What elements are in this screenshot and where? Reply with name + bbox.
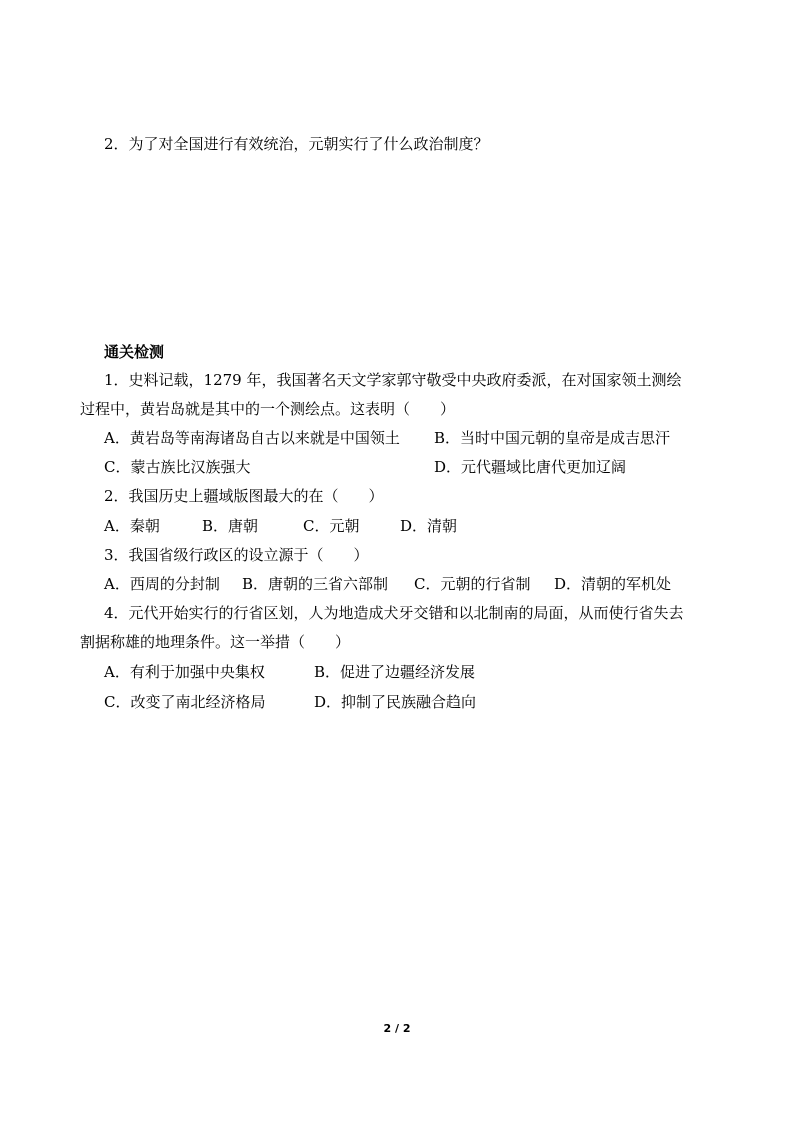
q2-option-d: D．清朝 <box>400 517 458 535</box>
q2-stem: 2．我国历史上疆域版图最大的在（ ） <box>104 487 384 505</box>
q3-option-a: A．西周的分封制 <box>104 575 220 593</box>
q2-option-a: A．秦朝 <box>104 517 160 535</box>
q4-stem-line2: 割据称雄的地理条件。这一举措（ ） <box>80 633 351 651</box>
q1-option-c: C．蒙古族比汉族强大 <box>104 458 251 476</box>
q4-option-a: A．有利于加强中央集权 <box>104 663 265 681</box>
q1-option-d: D．元代疆域比唐代更加辽阔 <box>434 458 627 476</box>
q1-stem-line2: 过程中，黄岩岛就是其中的一个测绘点。这表明（ ） <box>80 400 456 418</box>
q4-option-d: D．抑制了民族融合趋向 <box>314 693 477 711</box>
q2-option-c: C．元朝 <box>303 517 360 535</box>
q4-stem-line1: 4．元代开始实行的行省区划，人为地造成犬牙交错和以北制南的局面，从而使行省失去 <box>104 604 684 622</box>
q1-option-b: B．当时中国元朝的皇帝是成吉思汗 <box>434 429 671 447</box>
q4-option-b: B．促进了边疆经济发展 <box>314 663 476 681</box>
q3-stem: 3．我国省级行政区的设立源于（ ） <box>104 546 369 564</box>
q3-option-b: B．唐朝的三省六部制 <box>242 575 389 593</box>
page-number: 2 / 2 <box>383 1022 411 1035</box>
question-2-essay: 2．为了对全国进行有效统治，元朝实行了什么政治制度？ <box>104 135 489 153</box>
section-title: 通关检测 <box>104 343 165 361</box>
q3-option-c: C．元朝的行省制 <box>414 575 531 593</box>
q4-option-c: C．改变了南北经济格局 <box>104 693 266 711</box>
q2-option-b: B．唐朝 <box>202 517 259 535</box>
q3-option-d: D．清朝的军机处 <box>554 575 672 593</box>
q1-stem-line1: 1．史料记载，1279 年，我国著名天文学家郭守敬受中央政府委派，在对国家领土测绘 <box>104 371 682 389</box>
q1-option-a: A．黄岩岛等南海诸岛自古以来就是中国领土 <box>104 429 400 447</box>
